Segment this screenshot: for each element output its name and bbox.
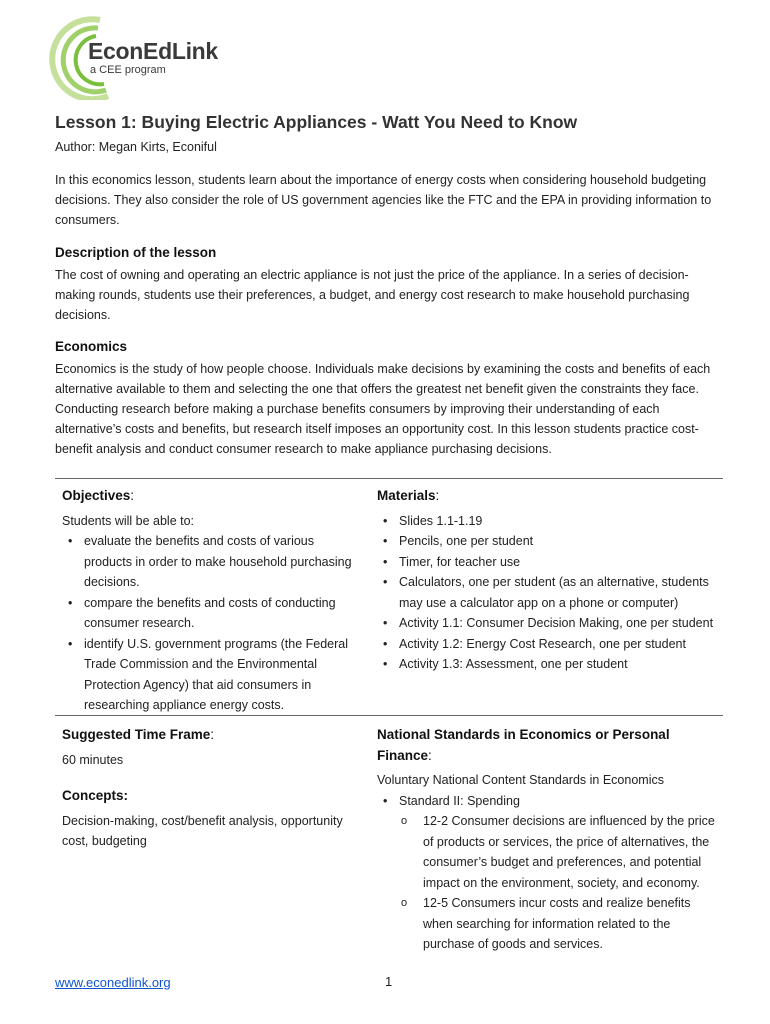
benchmark-item: o 12-5 Consumers incur costs and realize benefits when searching for information related to the purchase of goods and services. [377,893,717,955]
concepts-heading: Concepts: [62,788,129,803]
objectives-intro: Students will be able to: [62,513,195,528]
material-item: • Activity 1.2: Energy Cost Research, one per student [377,634,717,655]
standards-intro: Voluntary National Content Standards in Economics [377,773,664,787]
page-number: 1 [385,974,393,989]
description-heading: Description of the lesson [55,245,217,260]
concepts-section [62,786,357,852]
logo-subtitle: a CEE program [90,64,166,76]
section-divider [55,478,723,479]
time-frame-heading: Suggested Time Frame [62,727,211,742]
objective-item: • compare the benefits and costs of conducting consumer research. [62,593,357,634]
economics-text: Economics is the study of how people choose. Individuals make decisions by examining the costs and benefits of each alternative available to them and selecting the one that offers the greatest net benefit given the constraints they face. Conducting research before making a purchase benefits consumers by improving their understanding of each alternative’s costs and benefits, but research itself imposes an opportunity cost. In this lesson students practice cost-benefit analysis and conduct consumer research to make appliance purchasing decisions. [55,362,711,456]
benchmark-item: o 12-2 Consumer decisions are influenced by the price of products or services, the price of alternatives, the consumer’s budget and preferences, and potential impact on the environment, society, and economy. [377,811,717,893]
standards-section: National Standards in Economics or Personal Finance: Voluntary National Content Standards in Economics • Standard II: Spending o 12-2 Consumer decisions are influenced by the price of products or services, the price of alternatives, the consumer’s budget and preferences, and potential impact on the environment, society, and economy. o 12-5 Consumers incur costs and realize benefits when searching for information related to the purchase of goods and services. [377,725,717,955]
section-divider [55,715,723,716]
footer-website-link[interactable]: www.econedlink.org [55,975,171,990]
material-item: • Calculators, one per student (as an alternative, students may use a calculator app on a phone or computer) [377,572,717,613]
logo-wordmark: EconEdLink [88,38,218,64]
standard-item: • Standard II: Spending [377,791,717,812]
time-frame-section: Suggested Time Frame: 60 minutes [62,725,357,770]
concepts-value: Decision-making, cost/benefit analysis, opportunity cost, budgeting [62,813,343,848]
author-line: Author: Megan Kirts, Econiful [55,140,217,154]
lesson-title: Lesson 1: Buying Electric Appliances - Watt You Need to Know [55,112,578,132]
material-item: • Activity 1.1: Consumer Decision Making, one per student [377,613,717,634]
material-item: • Slides 1.1-1.19 [377,511,717,532]
objectives-heading: Objectives [62,488,131,503]
description-text: The cost of owning and operating an electric appliance is not just the price of the appliance. In a series of decision-making rounds, students use their preferences, a budget, and energy cost research to make household purchasing decisions. [55,268,690,322]
materials-section: Materials: • Slides 1.1-1.19 • Pencils, one per student • Timer, for teacher use • Calculators, one per student (as an alternative, students may use a calculator app on a phone or computer) • Activity 1.1: Consumer Decision Making, one per student • Activity 1.2: Energy Cost Research, one per student • Activity 1.3: Assessment, one per student [377,486,717,675]
materials-heading: Materials [377,488,436,503]
economics-heading: Economics [55,339,128,354]
material-item: • Timer, for teacher use [377,552,717,573]
material-item: • Pencils, one per student [377,531,717,552]
time-frame-value: 60 minutes [62,752,124,767]
intro-paragraph: In this economics lesson, students learn about the importance of energy costs when considering household budgeting decisions. They also consider the role of US government agencies like the FTC and the EPA in providing information to consumers. [55,173,712,227]
objective-item: • identify U.S. government programs (the Federal Trade Commission and the Environmental Protection Agency) that aid consumers in researching appliance energy costs. [62,634,357,716]
objective-item: • evaluate the benefits and costs of various products in order to make household purchasing decisions. [62,531,357,593]
material-item: • Activity 1.3: Assessment, one per student [377,654,717,675]
standards-heading: National Standards in Economics or Personal Finance [377,727,670,763]
objectives-section: Objectives: Students will be able to: • evaluate the benefits and costs of various products in order to make household purchasing decisions. • compare the benefits and costs of conducting consumer research. • identify U.S. government programs (the Federal Trade Commission and the Environmental Protection Agency) that aid consumers in researching appliance energy costs. [62,486,357,716]
